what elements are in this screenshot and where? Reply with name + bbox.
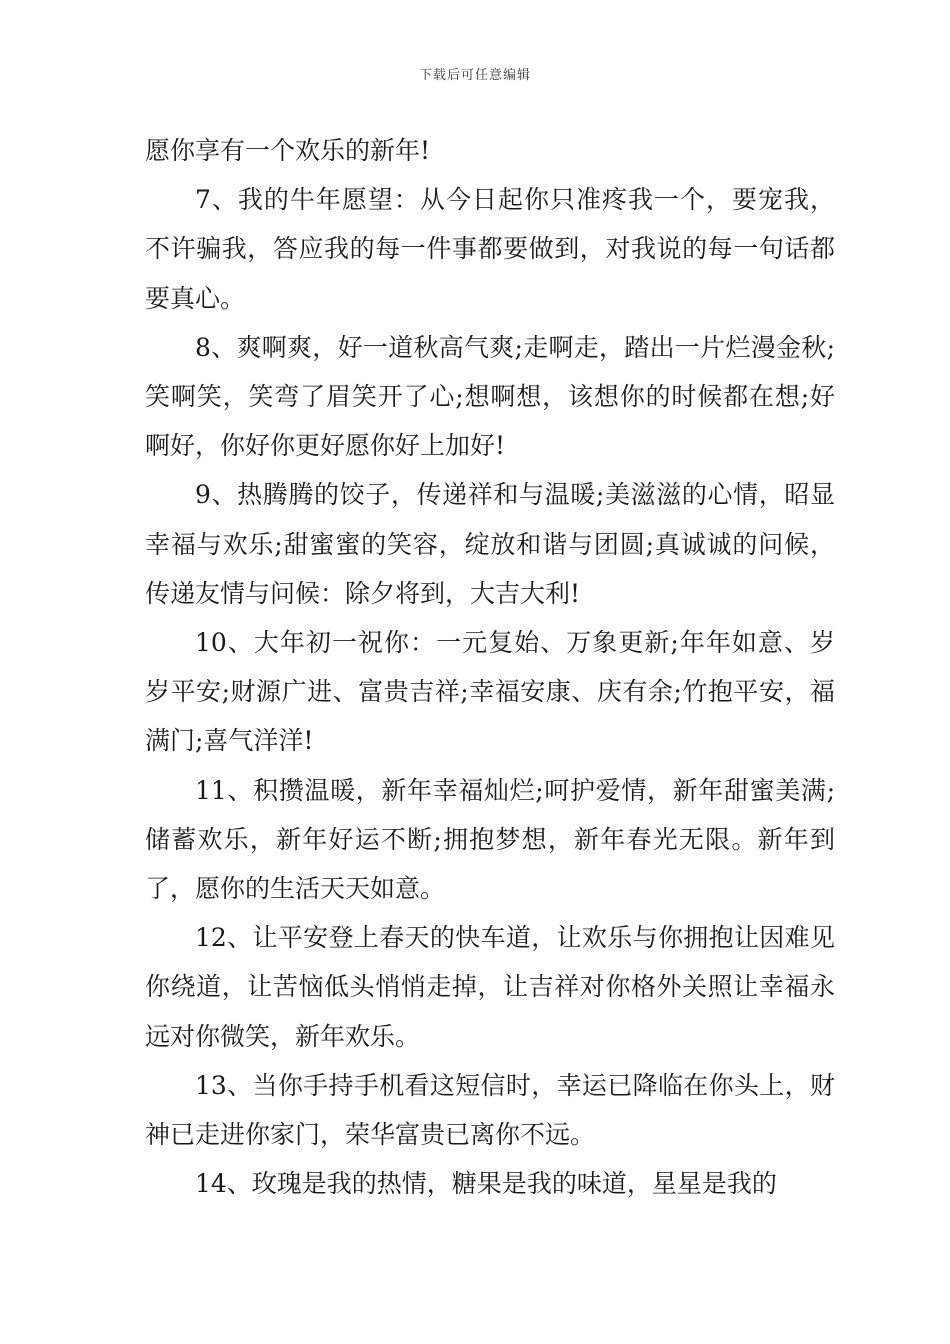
paragraph-continuation: 愿你享有一个欢乐的新年!: [145, 136, 431, 165]
paragraph-item-13: 13、当你手持手机看这短信时，幸运已降临在你头上，财神已走进你家门，荣华富贵已离你不远。: [145, 1070, 835, 1150]
paragraph-item-10: 10、大年初一祝你：一元复始、万象更新;年年如意、岁岁平安;财源广进、富贵吉祥;幸福安康、庆有余;竹抱平安，福满门;喜气洋洋!: [145, 628, 835, 756]
paragraph-item-12: 12、让平安登上春天的快车道，让欢乐与你拥抱让因难见你绕道，让苦恼低头悄悄走掉，让吉祥对你格外关照让幸福永远对你微笑，新年欢乐。: [145, 923, 835, 1051]
paragraph-item-7: 7、我的牛年愿望：从今日起你只准疼我一个，要宠我，不许骗我，答应我的每一件事都要做到，对我说的每一句话都要真心。: [145, 185, 835, 313]
paragraph-item-9: 9、热腾腾的饺子，传递祥和与温暖;美滋滋的心情，昭显幸福与欢乐;甜蜜蜜的笑容，绽放和谐与团圆;真诚诚的问候，传递友情与问候：除夕将到，大吉大利!: [145, 480, 835, 608]
document-body: [145, 126, 835, 1208]
paragraph-item-14: 14、玫瑰是我的热情，糖果是我的味道，星星是我的: [195, 1169, 777, 1199]
paragraph-item-11: 11、积攒温暖，新年幸福灿烂;呵护爱情，新年甜蜜美满;储蓄欢乐，新年好运不断;拥抱梦想，新年春光无限。新年到了，愿你的生活天天如意。: [145, 775, 835, 904]
page-header: 下载后可任意编辑: [418, 68, 531, 83]
paragraph-item-8: 8、爽啊爽，好一道秋高气爽;走啊走，踏出一片烂漫金秋;笑啊笑，笑弯了眉笑开了心;想啊想，该想你的时候都在想;好啊好，你好你更好愿你好上加好!: [145, 332, 835, 461]
